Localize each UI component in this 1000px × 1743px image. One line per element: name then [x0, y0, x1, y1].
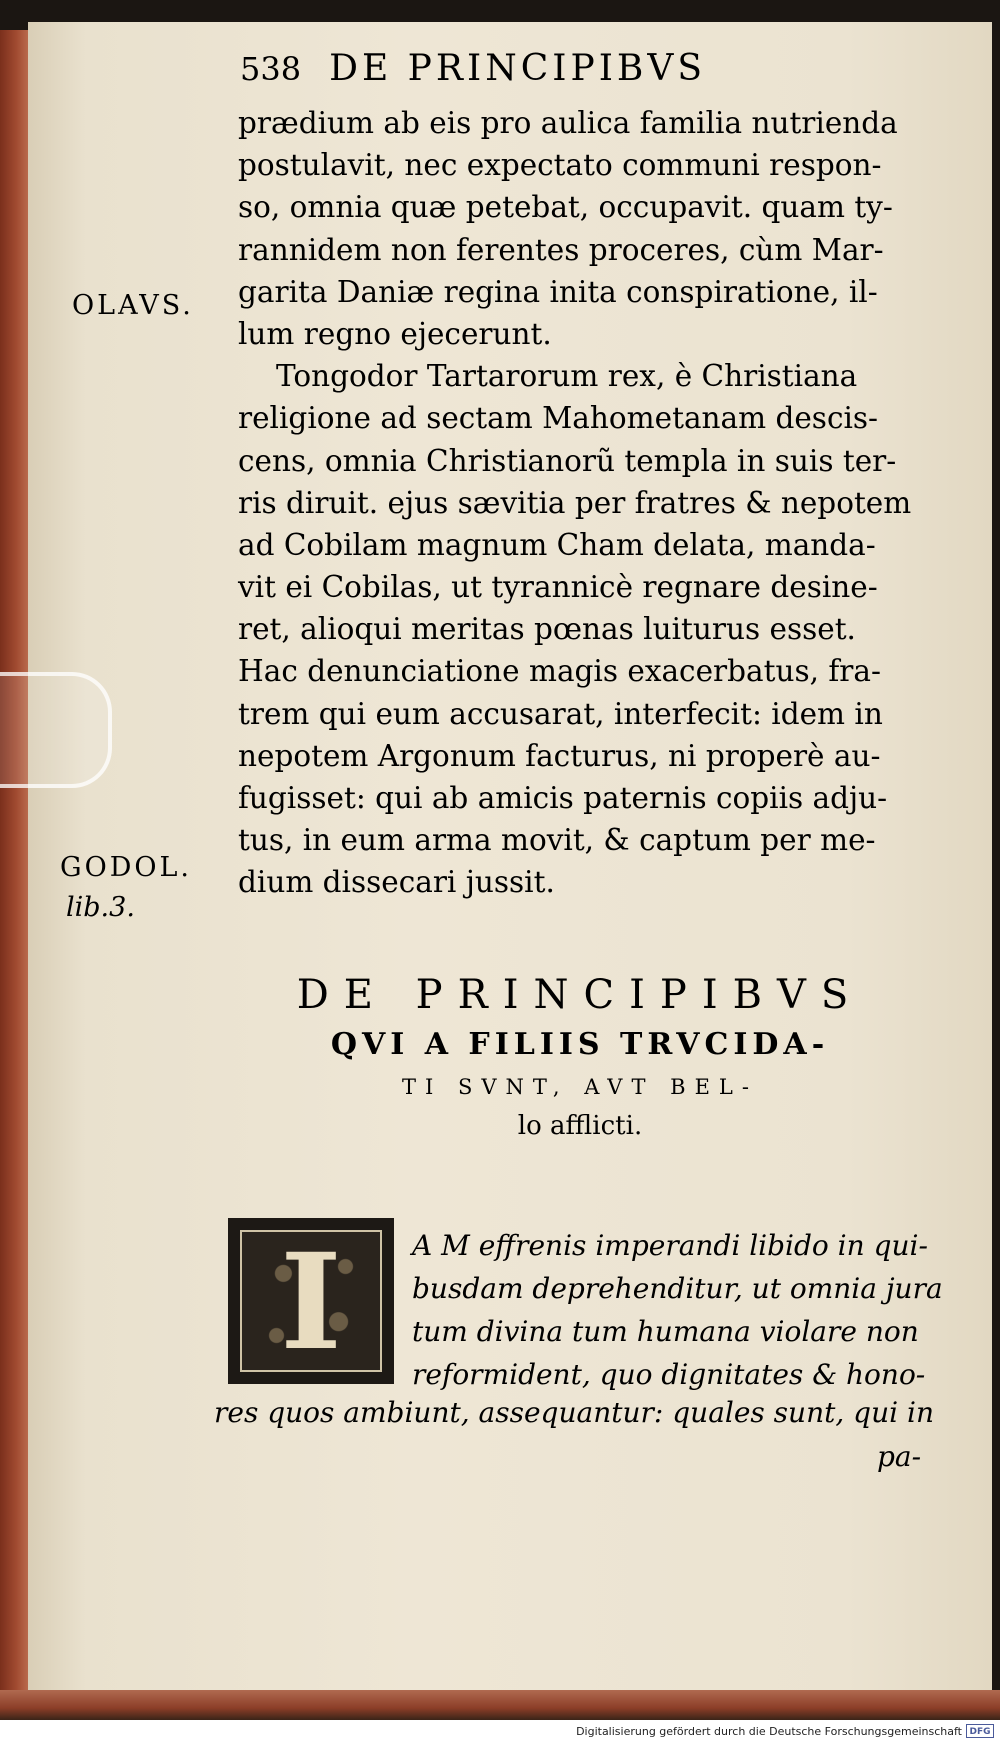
- text-line: garita Daniæ regina inita conspiratione, il-: [238, 274, 878, 309]
- bookmark-clip: [0, 672, 112, 788]
- decorated-initial: [228, 1218, 394, 1384]
- book-bottom-edge: [0, 1690, 1000, 1720]
- italic-line: A M effrenis imperandi libido in qui-: [412, 1229, 928, 1262]
- text-line: ret, alioqui meritas pœnas luiturus esset.: [238, 612, 856, 647]
- text-line: cens, omnia Christianorũ templa in suis ter-: [238, 443, 897, 478]
- section-heading-line: QVI A FILIIS TRVCIDA-: [330, 1027, 830, 1062]
- text-line: fugisset: qui ab amicis paternis copiis adju-: [238, 781, 888, 815]
- text-line: vit ei Cobilas, ut tyrannicè regnare desine-: [238, 570, 878, 605]
- section-heading: [220, 968, 940, 1146]
- margin-note-olaus: OLAVS.: [72, 290, 194, 321]
- italic-line: busdam deprehenditur, ut omnia jura: [412, 1272, 943, 1305]
- text-line: nepotem Argonum facturus, ni properè au-: [238, 738, 881, 773]
- body-text: [238, 102, 938, 904]
- text-line: Hac denunciatione magis exacerbatus, fra-: [238, 654, 881, 689]
- text-line: lum regno ejecerunt.: [238, 316, 552, 351]
- initial-letter: I: [280, 1225, 342, 1380]
- funding-credit: Digitalisierung gefördert durch die Deutsche Forschungsgemeinschaft: [576, 1725, 962, 1738]
- section-heading-line: TI SVNT, AVT BEL-: [402, 1075, 758, 1099]
- text-line: postulavit, nec expectato communi respon-: [238, 148, 882, 183]
- text-line: ad Cobilam magnum Cham delata, manda-: [238, 527, 876, 562]
- text-line: prædium ab eis pro aulica familia nutrienda: [238, 106, 898, 140]
- text-line: tus, in eum arma movit, & captum per me-: [238, 823, 876, 858]
- text-line: rannidem non ferentes proceres, cùm Mar-: [238, 232, 884, 267]
- section-heading-line: DE PRINCIPIBVS: [296, 972, 864, 1018]
- running-head: [240, 48, 880, 89]
- margin-note-godol: GODOL.: [60, 852, 192, 883]
- margin-note-godol-reference: lib.3.: [66, 892, 135, 923]
- catchword: pa-: [877, 1440, 922, 1473]
- text-line: so, omnia quæ petebat, occupavit. quam ty-: [238, 190, 893, 225]
- credit-bar: [0, 1720, 1000, 1743]
- text-line: Tongodor Tartarorum rex, è Christiana: [276, 359, 858, 394]
- dfg-logo: DFG: [966, 1724, 994, 1738]
- text-line: ris diruit. ejus sævitia per fratres & nepotem: [238, 485, 912, 520]
- initial-ornament: [240, 1225, 382, 1380]
- italic-line: reformident, quo dignitates & hono-: [412, 1358, 926, 1391]
- italic-line-full: res quos ambiunt, assequantur: quales sunt, qui in: [214, 1396, 934, 1429]
- italic-paragraph: [412, 1224, 942, 1396]
- page-number: 538: [240, 50, 302, 88]
- text-line: dium dissecari jussit.: [238, 865, 555, 900]
- text-line: trem qui eum accusarat, interfecit: idem in: [238, 696, 883, 731]
- text-line: religione ad sectam Mahometanam descis-: [238, 401, 879, 436]
- running-head-title: DE PRINCIPIBVS: [329, 48, 707, 89]
- italic-line: tum divina tum humana violare non: [412, 1315, 919, 1348]
- section-heading-line: lo afflicti.: [517, 1111, 643, 1141]
